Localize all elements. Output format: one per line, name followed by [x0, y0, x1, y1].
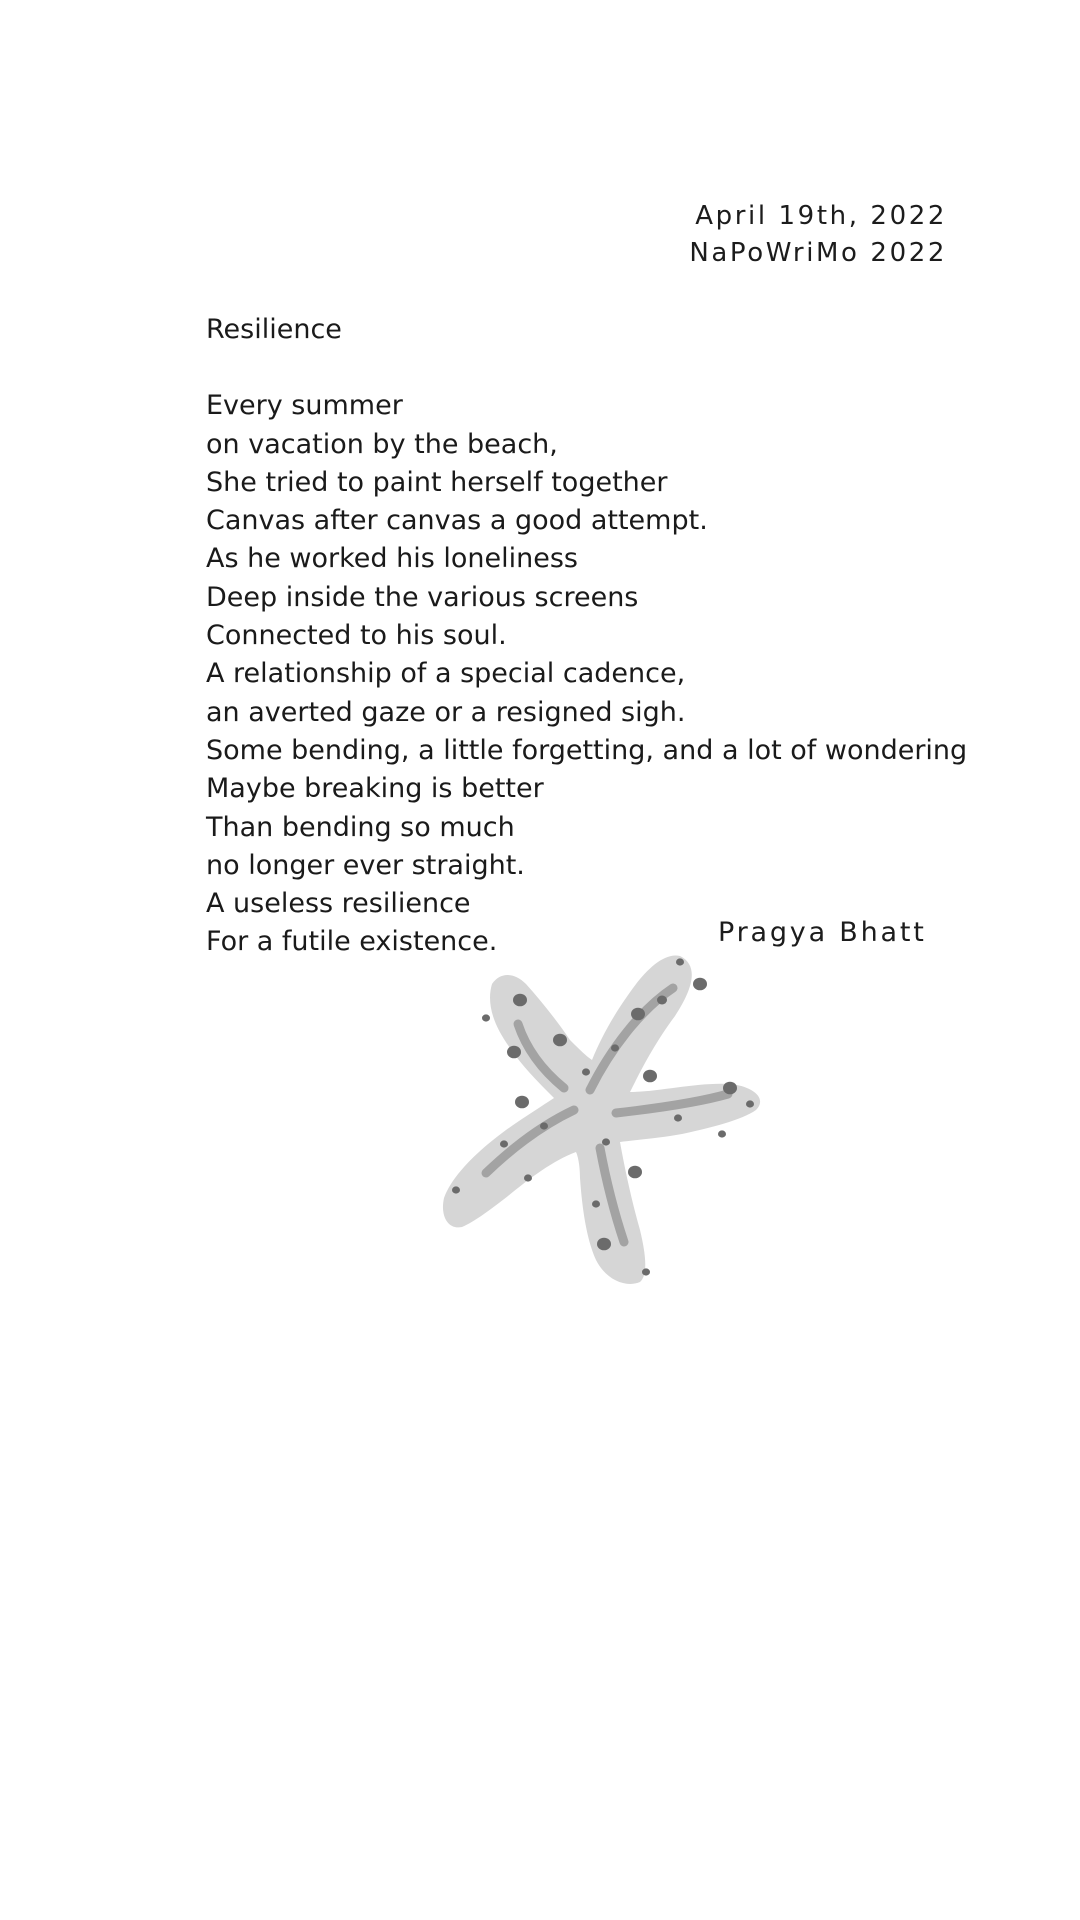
poem-line: Than bending so much: [206, 811, 515, 843]
poem-title: Resilience: [206, 314, 342, 345]
event-label: NaPoWriMo 2022: [689, 238, 947, 268]
starfish-spot: [642, 1268, 650, 1275]
poem-line: no longer ever straight.: [206, 849, 525, 881]
starfish-spot: [515, 1096, 529, 1109]
starfish-spot: [611, 1044, 619, 1051]
starfish-spot: [631, 1008, 645, 1021]
starfish-spot: [452, 1186, 460, 1193]
starfish-spot: [500, 1140, 508, 1147]
starfish-spot: [602, 1138, 610, 1145]
poem-line: Some bending, a little forgetting, and a lot of wondering: [206, 734, 968, 766]
starfish-spot: [482, 1014, 490, 1021]
poem-lines: [206, 387, 967, 961]
starfish-spot: [597, 1238, 611, 1251]
poem-line: on vacation by the beach,: [206, 428, 558, 460]
author-signature: Pragya Bhatt: [718, 917, 927, 948]
starfish-spot: [723, 1082, 737, 1095]
starfish-spot: [628, 1166, 642, 1179]
poem-line: an averted gaze or a resigned sigh.: [206, 696, 686, 728]
starfish-spot: [592, 1200, 600, 1207]
starfish-spot: [513, 994, 527, 1007]
poem: [206, 311, 967, 962]
poem-line: As he worked his loneliness: [206, 543, 579, 575]
poem-line: She tried to paint herself together: [206, 466, 668, 498]
poem-line: Deep inside the various screens: [206, 581, 639, 613]
starfish-body: [443, 956, 760, 1284]
starfish-spot: [582, 1068, 590, 1075]
starfish-spot: [657, 996, 667, 1005]
starfish-spot: [524, 1174, 532, 1181]
starfish-spot: [674, 1114, 682, 1121]
poem-line: Every summer: [206, 390, 403, 422]
date-label: April 19th, 2022: [695, 201, 947, 231]
poem-line: A relationship of a special cadence,: [206, 658, 686, 690]
starfish-spot: [693, 978, 707, 991]
poem-header: [689, 198, 947, 272]
starfish-spot: [540, 1122, 548, 1129]
starfish-icon: [430, 940, 790, 1310]
poem-line: A useless resilience: [206, 888, 471, 920]
poem-line: For a futile existence.: [206, 926, 498, 958]
starfish-spot: [746, 1100, 754, 1107]
starfish-spot: [553, 1034, 567, 1047]
starfish-spot: [718, 1130, 726, 1137]
poem-line: Connected to his soul.: [206, 620, 507, 652]
starfish-spot: [507, 1046, 521, 1059]
starfish-spot: [676, 958, 684, 965]
poem-line: Maybe breaking is better: [206, 773, 544, 805]
poem-line: Canvas after canvas a good attempt.: [206, 505, 708, 537]
starfish-spot: [643, 1070, 657, 1083]
